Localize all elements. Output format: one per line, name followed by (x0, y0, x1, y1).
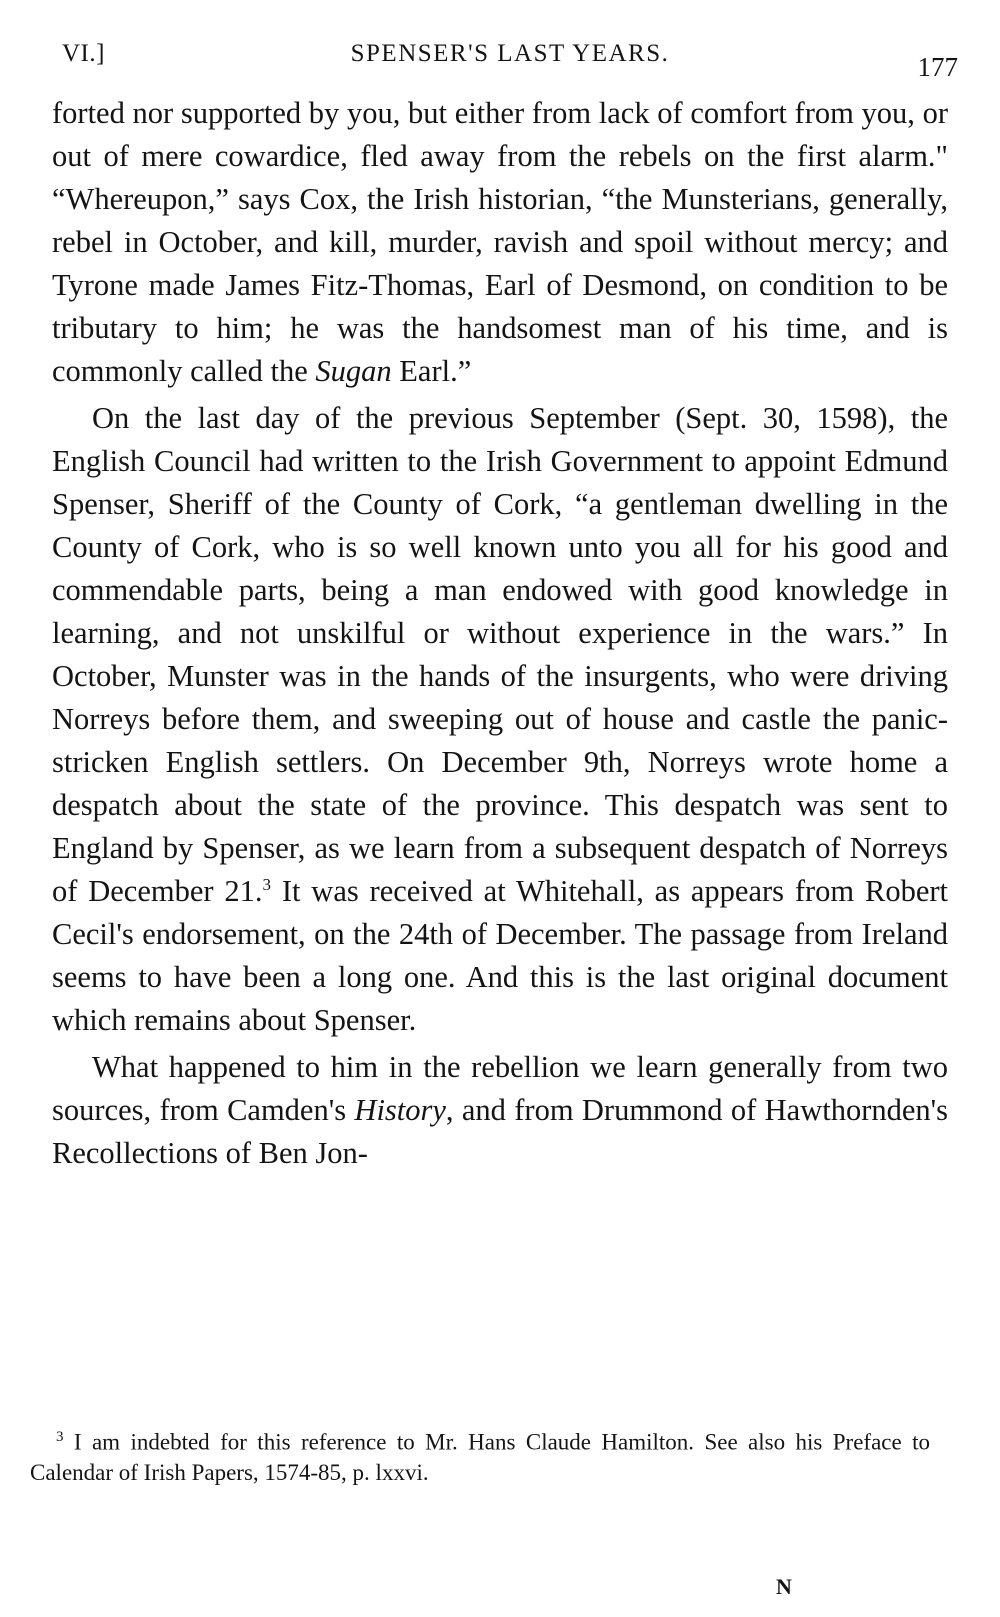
footnote-reference: 3 (262, 874, 271, 894)
paragraph-2-text-b: It was received at Whitehall, as appears from Robert Cecil's endorsement, on the 24th of December. The passage from Ireland seems to have been a long one. And this is the last original document which remains about Spenser. (52, 874, 948, 1037)
body-text (52, 92, 948, 1175)
paragraph-1-text: forted nor supported by you, but either from lack of comfort from you, or out of mere cowardice, fled away from the rebels on the first alarm." “Whereupon,” says Cox, the Irish historian, “the Munsterians, generally, rebel in October, and kill, murder, ravish and spoil without mercy; and Tyrone made James Fitz-Thomas, Earl of Desmond, on condition to be tributary to him; he was the handsomest man of his time, and is commonly called the (52, 96, 948, 388)
footnote (30, 1422, 930, 1488)
chapter-number: VI.] (62, 40, 105, 67)
paragraph-3 (52, 1046, 948, 1175)
italic-term-history: History (354, 1093, 446, 1127)
running-title: SPENSER'S LAST YEARS. (350, 40, 670, 67)
page-header (62, 38, 958, 82)
italic-term-sugan: Sugan (315, 354, 392, 388)
signature-mark: N (776, 1574, 792, 1599)
footnote-text: I am indebted for this reference to Mr. Hans Claude Hamilton. See also his Preface to Calendar of Irish Papers, 1574-85, p. lxxvi. (30, 1429, 930, 1485)
paragraph-3-text-a: What happened to him in the rebellion we learn generally from two sources, from Camden's (52, 1050, 948, 1127)
page-number: 177 (917, 52, 958, 82)
footnote-marker: 3 (56, 1429, 64, 1445)
paragraph-2-text-a: On the last day of the previous September (Sept. 30, 1598), the English Council had written to the Irish Government to appoint Edmund Spenser, Sheriff of the County of Cork, “a gentleman dwelling in the County of Cork, who is so well known unto you all for his good and commendable parts, being a man endowed with good knowledge in learning, and not unskilful or without experience in the wars.” In October, Munster was in the hands of the insurgents, who were driving Norreys before them, and sweeping out of house and castle the panic-stricken English settlers. On December 9th, Norreys wrote home a despatch about the state of the province. This despatch was sent to England by Spenser, as we learn from a subsequent despatch of Norreys of December 21. (52, 401, 948, 908)
paragraph-1 (52, 92, 948, 393)
paragraph-1-end: Earl.” (391, 354, 472, 388)
paragraph-2 (52, 397, 948, 1042)
paragraph-3-text-b: , and from Drummond of Hawthornden's Recollections of Ben Jon- (52, 1093, 948, 1170)
